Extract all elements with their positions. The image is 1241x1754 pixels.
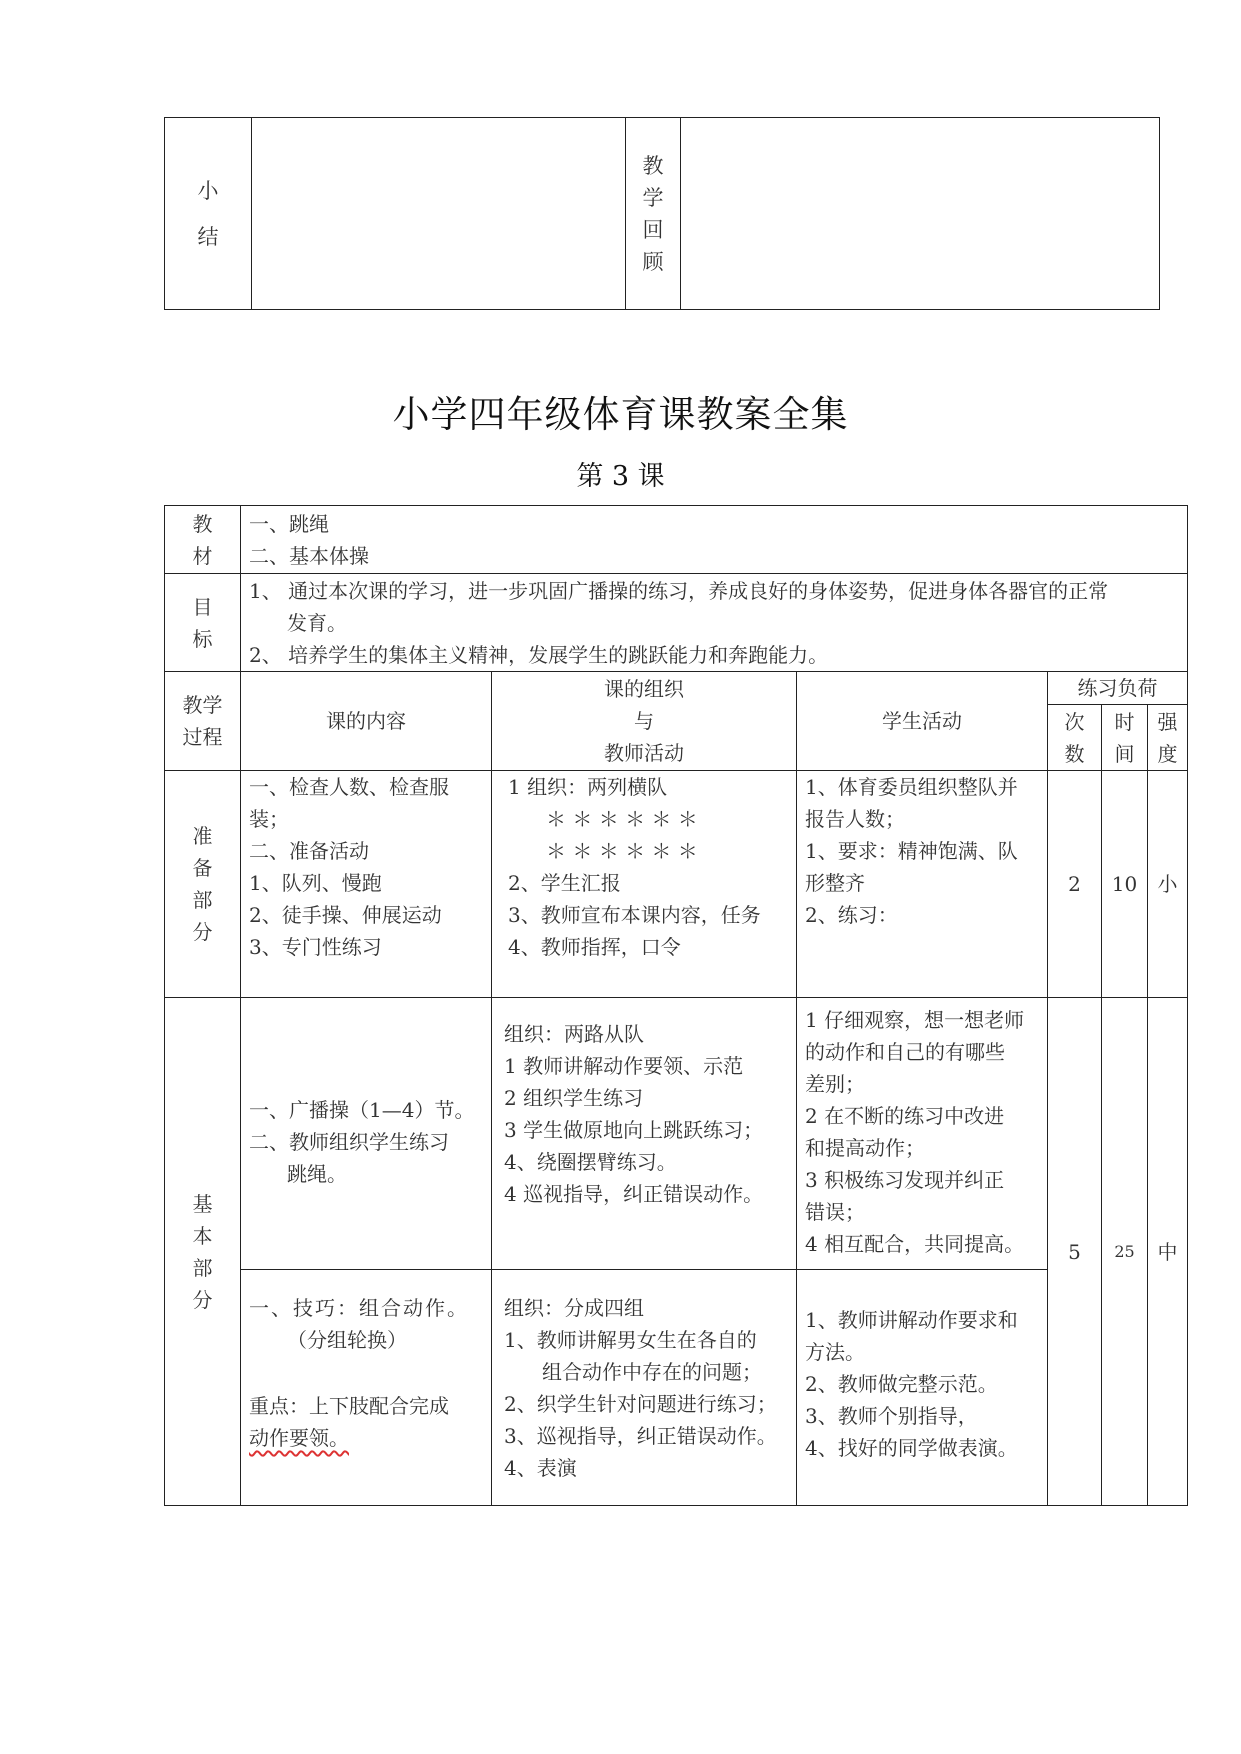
basic-organization-line: 组织：两路从队: [504, 1022, 644, 1046]
basic-organization-line: 2 组织学生练习: [504, 1086, 644, 1110]
count-header: [1048, 705, 1102, 771]
basic-organization-line: 1、教师讲解男女生在各自的: [504, 1328, 757, 1352]
material-label: [165, 506, 241, 574]
basic-student-line: 差别；: [805, 1072, 865, 1096]
prep-label-char: 备: [192, 856, 213, 880]
basic-content-line: 二、教师组织学生练习: [249, 1129, 449, 1154]
basic-label-char: 部: [192, 1255, 213, 1280]
prep-organization-line: 3、教师宣布本课内容，任务: [508, 903, 761, 927]
prep-content-line: 装；: [249, 807, 289, 831]
prep-label-char: 准: [192, 824, 213, 848]
basic-student-line: 2、教师做完整示范。: [805, 1372, 998, 1396]
basic-organization-line: 3 学生做原地向上跳跃练习；: [504, 1118, 764, 1142]
basic-student-line: 2 在不断的练习中改进: [805, 1104, 1005, 1128]
process-header: [165, 672, 241, 771]
organization-header: [492, 672, 797, 771]
basic-organization-2: [492, 1270, 797, 1506]
time-header-char: 间: [1114, 741, 1135, 766]
prep-content: [241, 771, 492, 998]
material-content: [241, 506, 1188, 574]
prep-organization-line: 1 组织：两列横队: [508, 775, 668, 799]
basic-label: [165, 998, 241, 1506]
basic-content-2: [241, 1270, 492, 1506]
prep-student-line: 1、要求：精神饱满、队: [805, 839, 1018, 863]
formation-stars: ＊ ＊ ＊ ＊ ＊ ＊: [546, 807, 698, 831]
content-header: 课的内容: [241, 672, 492, 771]
lesson-table: [164, 505, 1188, 1506]
key-point-line: 重点：上下肢配合完成: [249, 1394, 449, 1418]
prep-organization-line: 2、学生汇报: [508, 871, 621, 895]
basic-student-line: 4 相互配合，共同提高。: [805, 1232, 1025, 1256]
prep-label-char: 部: [192, 888, 213, 912]
organization-header-line: 教师活动: [604, 741, 684, 765]
basic-content-line: 一、技巧：组合动作。: [249, 1296, 469, 1320]
basic-student-line: 的动作和自己的有哪些: [805, 1040, 1005, 1064]
basic-content-line: 一、广播操（1—4）节。: [249, 1097, 475, 1122]
review-label-cell: [626, 118, 681, 310]
prep-label-char: 分: [192, 920, 213, 944]
basic-organization-line: 4、表演: [504, 1456, 577, 1480]
basic-organization-line: 组织：分成四组: [504, 1296, 644, 1320]
organization-header-line: 与: [634, 709, 654, 733]
student-header: 学生活动: [797, 672, 1048, 771]
summary-table: [164, 117, 1160, 310]
basic-student-line: 4、找好的同学做表演。: [805, 1436, 1018, 1460]
prep-intensity: 小: [1148, 771, 1188, 998]
basic-intensity: 中: [1148, 998, 1188, 1506]
load-header: 练习负荷: [1048, 672, 1188, 705]
summary-content-cell: [252, 118, 626, 310]
goal-item: 1、 通过本次课的学习，进一步巩固广播操的练习，养成良好的身体姿势，促进身体各器官的正常: [249, 578, 1109, 603]
basic-organization-line: 4、绕圈摆臂练习。: [504, 1150, 677, 1174]
goal-content: [241, 574, 1188, 672]
basic-student-line: 1、教师讲解动作要求和: [805, 1308, 1018, 1332]
prep-label: [165, 771, 241, 998]
basic-label-char: 本: [192, 1223, 213, 1248]
lesson-title: 第 3 课: [576, 461, 665, 492]
process-header-line: 教学: [182, 693, 223, 717]
basic-student-line: 1 仔细观察，想一想老师: [805, 1008, 1025, 1032]
count-header-char: 次: [1064, 709, 1085, 734]
basic-student-1: [797, 998, 1048, 1270]
material-label-char: 教: [192, 511, 213, 536]
goal-label: [165, 574, 241, 672]
count-header-char: 数: [1064, 741, 1085, 766]
review-label-char: 教: [642, 153, 664, 178]
review-content-cell: [681, 118, 1160, 310]
basic-label-char: 分: [192, 1287, 213, 1312]
prep-student-line: 报告人数；: [805, 807, 905, 831]
basic-student-line: 3 积极练习发现并纠正: [805, 1168, 1005, 1192]
basic-student-line: 3、教师个别指导，: [805, 1404, 978, 1428]
organization-header-line: 课的组织: [604, 677, 684, 701]
prep-content-line: 一、检查人数、检查服: [249, 775, 449, 799]
summary-label-char: 小: [197, 178, 219, 203]
basic-content-line: （分组轮换）: [287, 1328, 407, 1352]
basic-count: 5: [1048, 998, 1102, 1506]
prep-content-line: 二、准备活动: [249, 839, 369, 863]
basic-content-1: [241, 998, 492, 1270]
intensity-header: [1148, 705, 1188, 771]
key-point-line: 动作要领。: [249, 1426, 349, 1450]
process-header-line: 过程: [182, 725, 223, 749]
prep-count: 2: [1048, 771, 1102, 998]
review-label-char: 回: [642, 217, 664, 242]
goal-item-continuation: 发育。: [287, 610, 347, 635]
prep-student-line: 1、体育委员组织整队并: [805, 775, 1018, 799]
review-label-char: 学: [642, 185, 664, 210]
basic-organization-line: 2、织学生针对问题进行练习；: [504, 1392, 777, 1416]
basic-organization-1: [492, 998, 797, 1270]
time-header: [1102, 705, 1148, 771]
material-label-char: 材: [192, 543, 213, 568]
basic-student-line: 和提高动作；: [805, 1136, 925, 1160]
prep-content-line: 1、队列、慢跑: [249, 871, 382, 895]
material-item: 二、基本体操: [249, 543, 369, 568]
intensity-header-char: 度: [1157, 741, 1178, 766]
prep-time: 10: [1102, 771, 1148, 998]
basic-organization-line: 组合动作中存在的问题；: [542, 1360, 762, 1384]
summary-label-char: 结: [197, 224, 219, 249]
basic-student-line: 方法。: [805, 1340, 865, 1364]
prep-content-line: 2、徒手操、伸展运动: [249, 903, 442, 927]
formation-stars: ＊ ＊ ＊ ＊ ＊ ＊: [546, 839, 698, 863]
basic-organization-line: 1 教师讲解动作要领、示范: [504, 1054, 744, 1078]
basic-student-line: 错误；: [805, 1200, 865, 1224]
basic-organization-line: 3、巡视指导，纠正错误动作。: [504, 1424, 777, 1448]
document-title: 小学四年级体育课教案全集: [392, 393, 849, 436]
material-item: 一、跳绳: [249, 511, 329, 536]
prep-content-line: 3、专门性练习: [249, 935, 382, 959]
basic-label-char: 基: [192, 1191, 213, 1216]
basic-organization-line: 4 巡视指导，纠正错误动作。: [504, 1182, 764, 1206]
time-header-char: 时: [1114, 709, 1135, 734]
prep-student-line: 形整齐: [805, 871, 865, 895]
goal-label-char: 标: [192, 626, 213, 651]
basic-student-2: [797, 1270, 1048, 1506]
prep-organization: [492, 771, 797, 998]
basic-time: 25: [1102, 998, 1148, 1506]
summary-label-cell: [165, 118, 252, 310]
review-label-char: 顾: [642, 249, 664, 274]
goal-label-char: 目: [192, 594, 213, 619]
prep-student: [797, 771, 1048, 998]
intensity-header-char: 强: [1157, 709, 1178, 734]
prep-organization-line: 4、教师指挥，口令: [508, 935, 681, 959]
prep-student-line: 2、练习：: [805, 903, 898, 927]
goal-item: 2、 培养学生的集体主义精神，发展学生的跳跃能力和奔跑能力。: [249, 642, 829, 667]
basic-content-line: 跳绳。: [287, 1161, 347, 1186]
